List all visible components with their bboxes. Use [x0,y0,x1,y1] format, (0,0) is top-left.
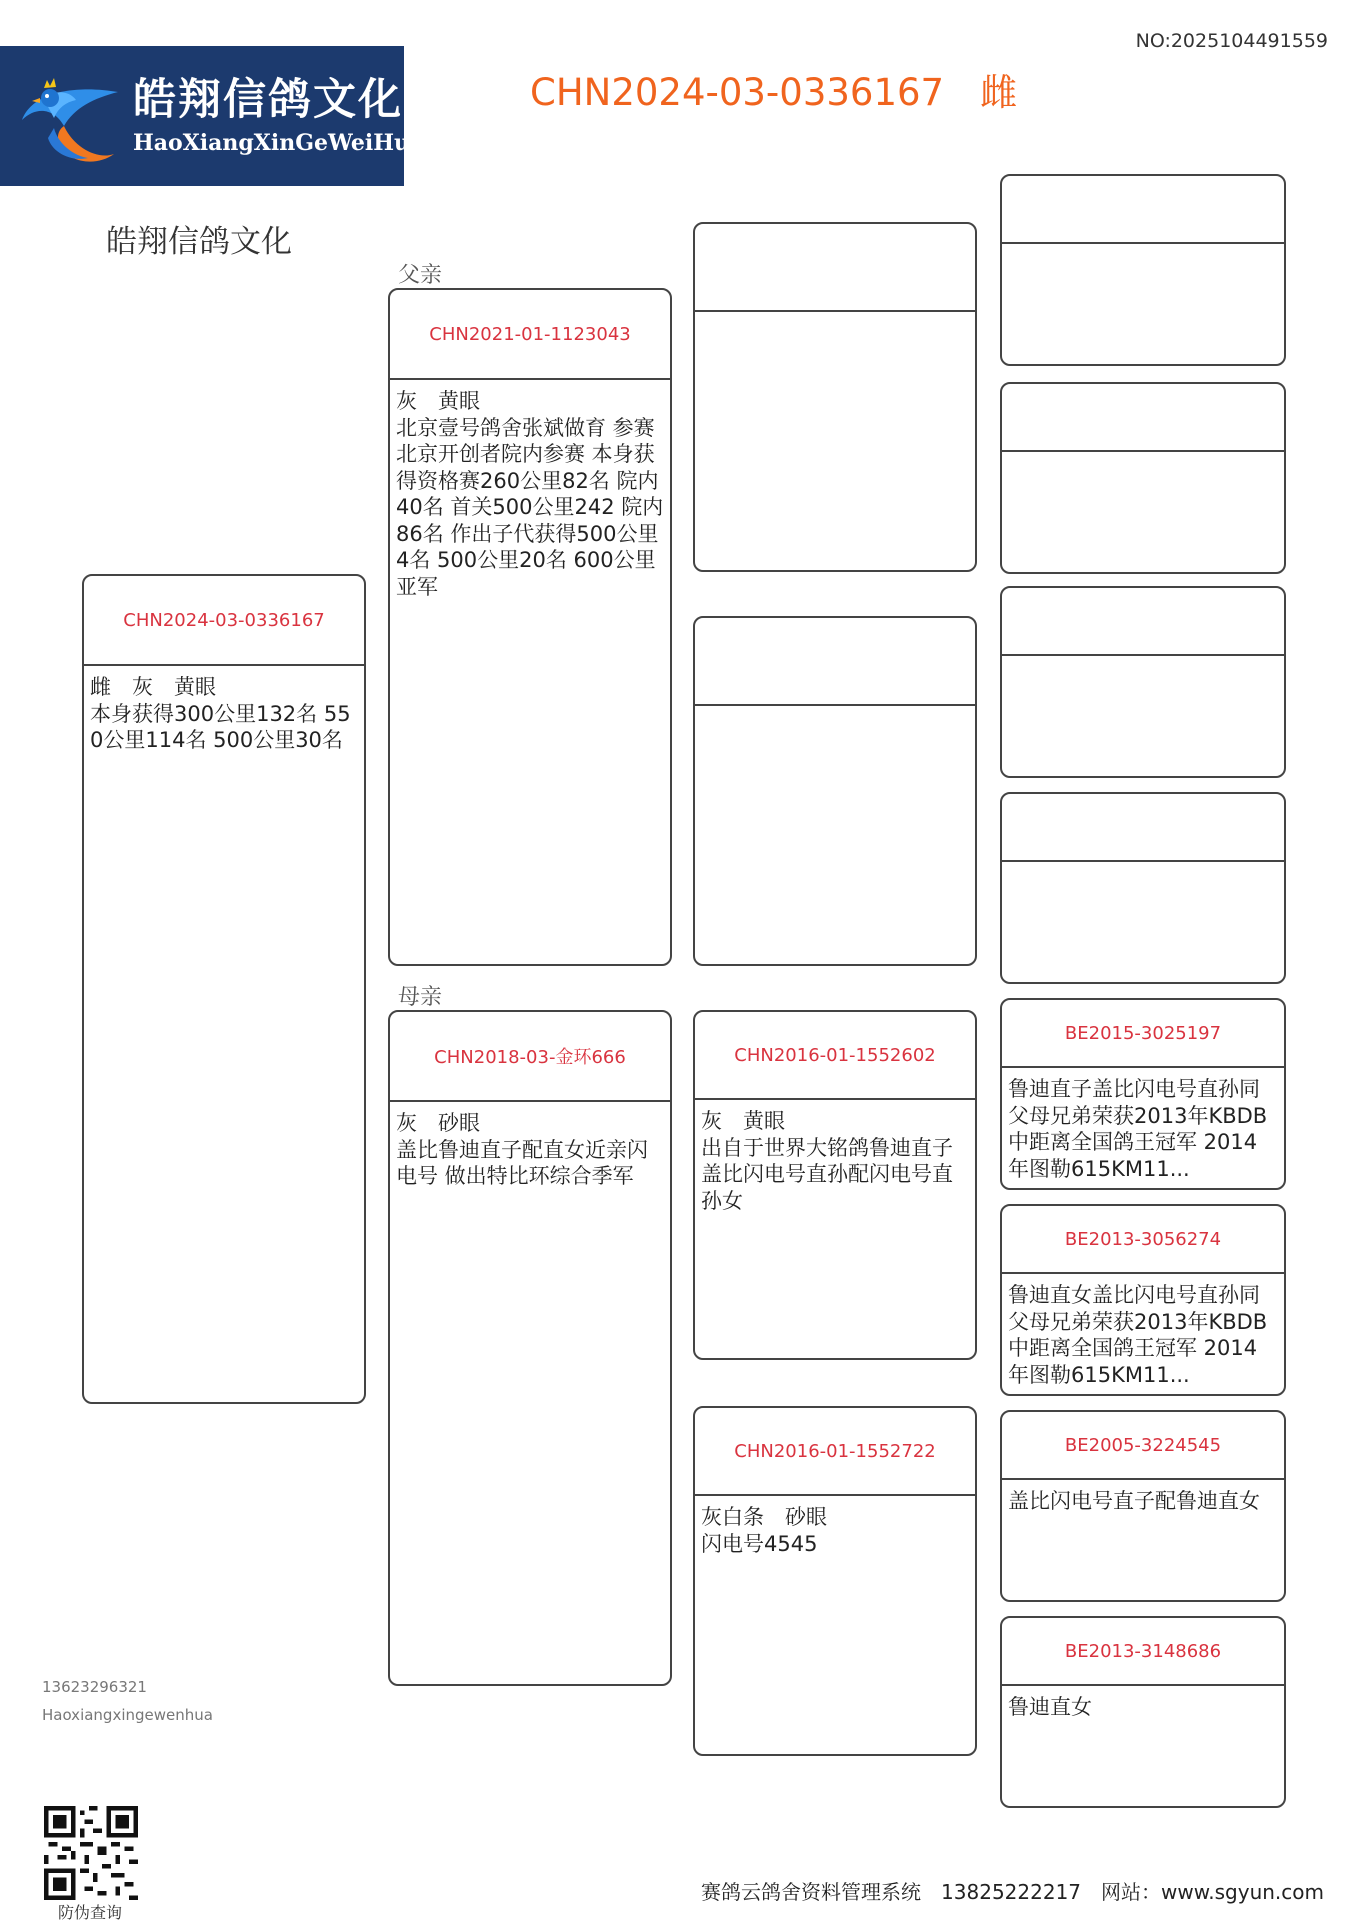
card-color-eye: 灰白条 砂眼 [701,1505,827,1529]
contact-website: Haoxiangxingewenhua [42,1706,213,1724]
card-ring [1002,588,1284,656]
card-body [1002,1480,1284,1523]
pedigree-card-maternal-grandfather [693,1010,977,1360]
pedigree-card-great-grandparent-3 [1000,586,1286,778]
footer-site[interactable]: 网站：www.sgyun.com [1101,1880,1324,1904]
card-description: 盖比闪电号直子配鲁迪直女 [1008,1489,1260,1513]
pedigree-card-mother [388,1010,672,1686]
title-ring: CHN2024-03-0336167 [530,71,945,114]
card-description: 盖比鲁迪直子配直女近亲闪电号 做出特比环综合季军 [396,1137,648,1188]
card-ring: BE2015-3025197 [1002,1000,1284,1068]
pedigree-card-subject [82,574,366,1404]
pedigree-card-great-grandparent-7 [1000,1410,1286,1602]
father-label: 父亲 [398,263,443,288]
card-body [1002,656,1284,672]
title-sex: 雌 [980,71,1018,114]
card-body [1002,1686,1284,1729]
card-ring: CHN2024-03-0336167 [84,576,364,666]
logo [0,46,425,186]
card-ring: BE2005-3224545 [1002,1412,1284,1480]
card-body [695,706,975,722]
card-description: 本身获得300公里132名 550公里114名 500公里30名 [90,701,351,752]
card-ring: CHN2018-03-金环666 [390,1012,670,1102]
card-body [1002,862,1284,878]
card-ring: CHN2016-01-1552722 [695,1408,975,1496]
pedigree-card-father [388,288,672,966]
pedigree-card-great-grandparent-1 [1000,174,1286,366]
qr-label: 防伪查询 [58,1903,123,1922]
card-ring: BE2013-3148686 [1002,1618,1284,1686]
card-ring [695,618,975,706]
card-description: 鲁迪直子盖比闪电号直孙同父母兄弟荣获2013年KBDB中距离全国鸽王冠军 2014年图勒615KM11... [1008,1077,1268,1181]
card-body [695,312,975,328]
card-description: 鲁迪直女盖比闪电号直孙同父母兄弟荣获2013年KBDB中距离全国鸽王冠军 2014年图勒615KM11... [1008,1283,1268,1387]
card-ring [1002,794,1284,862]
mother-label: 母亲 [398,985,443,1010]
pedigree-card-great-grandparent-8 [1000,1616,1286,1808]
bird-logo-icon [14,68,124,172]
footer-phone: 13825222217 [941,1880,1082,1904]
card-color-eye: 灰 黄眼 [701,1109,785,1133]
pedigree-card-great-grandparent-5 [1000,998,1286,1190]
card-ring: CHN2021-01-1123043 [390,290,670,380]
card-description: 北京壹号鸽舍张斌做育 参赛北京开创者院内参赛 本身获得资格赛260公里82名 院内40名 首关500公里242 院内86名 作出子代获得500公里4名 500公里20名 600公里亚军 [396,415,664,599]
document-number: NO:2025104491559 [1135,30,1328,52]
card-ring [1002,384,1284,452]
card-body [695,1100,975,1222]
card-ring [695,224,975,312]
pedigree-card-paternal-grandfather [693,222,977,572]
pedigree-card-great-grandparent-4 [1000,792,1286,984]
card-ring: BE2013-3056274 [1002,1206,1284,1274]
pedigree-card-paternal-grandmother [693,616,977,966]
pedigree-card-great-grandparent-2 [1000,382,1286,574]
card-ring [1002,176,1284,244]
card-body [390,380,670,608]
company-name: 皓翔信鸽文化 [106,224,292,260]
card-color-eye: 灰 砂眼 [396,1111,480,1135]
card-body [84,666,364,762]
card-color-eye: 雌 灰 黄眼 [90,675,216,699]
card-color-eye: 灰 黄眼 [396,389,480,413]
card-ring: CHN2016-01-1552602 [695,1012,975,1100]
card-description: 出自于世界大铭鸽鲁迪直子盖比闪电号直孙配闪电号直孙女 [701,1135,953,1213]
card-body [390,1102,670,1198]
card-body [1002,452,1284,468]
logo-chinese-text: 皓翔信鸽文化 [133,75,403,125]
card-body [1002,1274,1284,1396]
card-body [695,1496,975,1565]
logo-english-text: HaoXiangXinGeWeiHua [133,130,425,156]
card-description: 鲁迪直女 [1008,1695,1092,1719]
footer-system: 赛鸽云鸽舍资料管理系统 [701,1880,922,1904]
footer [681,1876,1324,1905]
pedigree-card-maternal-grandmother [693,1406,977,1756]
page-title [530,62,1017,116]
qr-code-icon[interactable] [44,1806,138,1900]
card-body [1002,1068,1284,1190]
card-description: 闪电号4545 [701,1531,818,1556]
card-body [1002,244,1284,260]
pedigree-card-great-grandparent-6 [1000,1204,1286,1396]
contact-phone: 13623296321 [42,1678,147,1696]
